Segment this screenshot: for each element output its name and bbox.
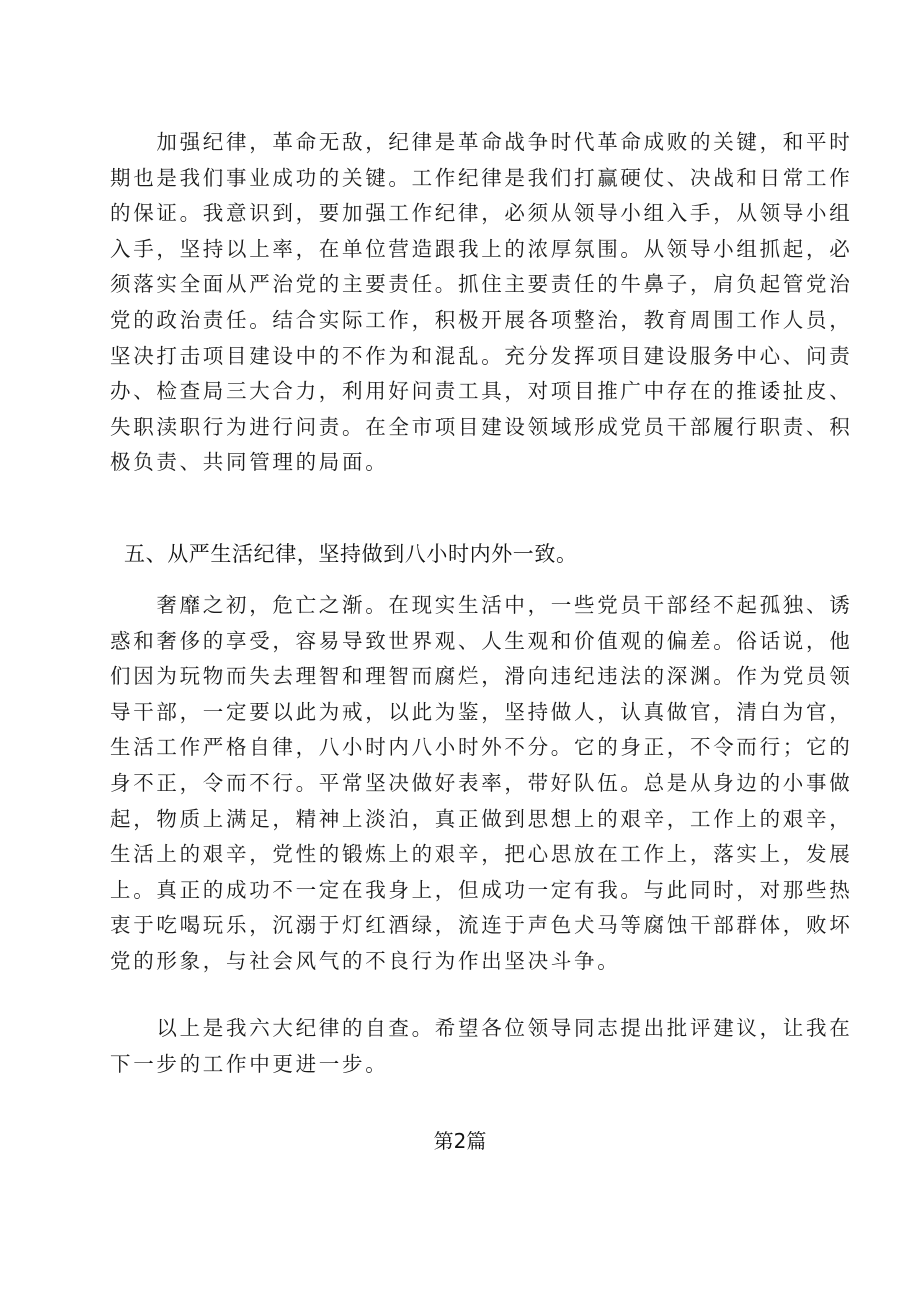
paragraph-conclusion: 以上是我六大纪律的自查。希望各位领导同志提出批评建议，让我在下一步的工作中更进一步。 xyxy=(110,1016,853,1076)
section-title-part-2: 第2篇 xyxy=(433,1129,487,1153)
section-heading-life-discipline: 五、从严生活纪律，坚持做到八小时内外一致。 xyxy=(124,542,578,566)
paragraph-life-discipline: 奢靡之初，危亡之渐。在现实生活中，一些党员干部经不起孤独、诱惑和奢侈的享受，容易导致世界观、人生观和价值观的偏差。俗话说，他们因为玩物而失去理智和理智而腐烂，滑向违纪违法的深渊。作为党员领导干部，一定要以此为戒，以此为鉴，坚持做人，认真做官，清白为官，生活工作严格自律，八小时内八小时外不分。它的身正，不令而行；它的身不正，令而不行。平常坚决做好表率，带好队伍。总是从身边的小事做起，物质上满足，精神上淡泊，真正做到思想上的艰辛，工作上的艰辛，生活上的艰辛，党性的锻炼上的艰辛，把心思放在工作上，落实上，发展上。真正的成功不一定在我身上，但成功一定有我。与此同时，对那些热衷于吃喝玩乐，沉溺于灯红酒绿，流连于声色犬马等腐蚀干部群体，败坏党的形象，与社会风气的不良行为作出坚决斗争。 xyxy=(110,593,853,973)
paragraph-work-discipline: 加强纪律，革命无敌，纪律是革命战争时代革命成败的关键，和平时期也是我们事业成功的关键。工作纪律是我们打赢硬仗、决战和日常工作的保证。我意识到，要加强工作纪律，必须从领导小组入手，从领导小组入手，坚持以上率，在单位营造跟我上的浓厚氛围。从领导小组抓起，必须落实全面从严治党的主要责任。抓住主要责任的牛鼻子，肩负起管党治党的政治责任。结合实际工作，积极开展各项整治，教育周围工作人员，坚决打击项目建设中的不作为和混乱。充分发挥项目建设服务中心、问责办、检查局三大合力，利用好问责工具，对项目推广中存在的推诿扯皮、失职渎职行为进行问责。在全市项目建设领域形成党员干部履行职责、积极负责、共同管理的局面。 xyxy=(110,130,853,475)
